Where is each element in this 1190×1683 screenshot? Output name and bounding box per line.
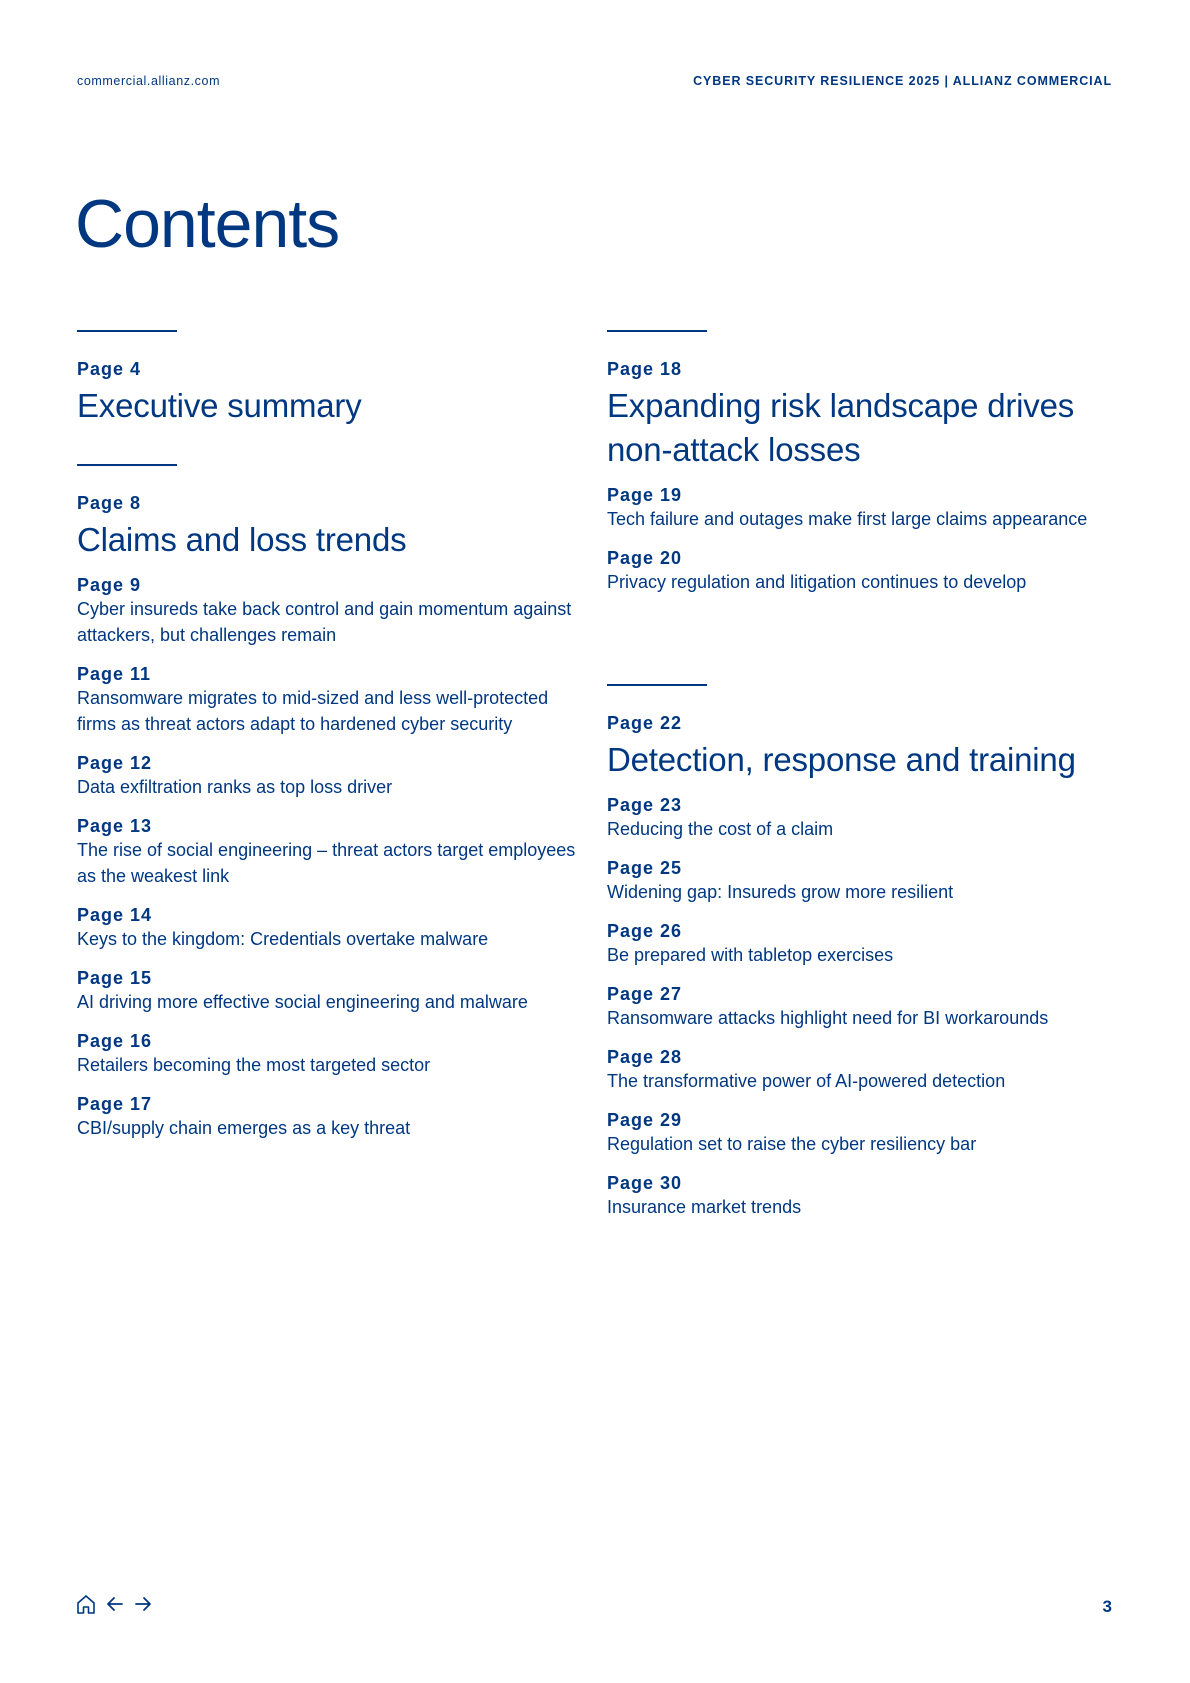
header-url[interactable]: commercial.allianz.com <box>77 74 221 88</box>
entry-page-label: Page 15 <box>77 968 153 988</box>
entry-text: Ransomware attacks highlight need for BI workarounds <box>607 1008 1049 1028</box>
entry-text: Cyber insureds take back control and gain momentum against attackers, but challenges remain <box>77 599 572 645</box>
entry-text: Reducing the cost of a claim <box>607 819 834 839</box>
entry-text: Data exfiltration ranks as top loss driver <box>77 777 393 797</box>
entry-page-label: Page 26 <box>607 921 683 941</box>
toc-entry[interactable] <box>607 857 1127 905</box>
entry-text: The transformative power of AI-powered detection <box>607 1071 1006 1091</box>
entry-text: Tech failure and outages make first large claims appearance <box>607 509 1088 529</box>
entry-text: The rise of social engineering – threat actors target employees as the weakest link <box>77 840 576 886</box>
home-icon[interactable] <box>75 1593 97 1615</box>
section-title: Executive summary <box>77 387 362 424</box>
toc-entry[interactable] <box>77 574 577 648</box>
toc-section-claims-and-loss-trends[interactable] <box>77 464 577 1156</box>
entry-text: Regulation set to raise the cyber resiliency bar <box>607 1134 977 1154</box>
toc-entry[interactable] <box>607 1172 1127 1220</box>
entry-page-label: Page 25 <box>607 858 683 878</box>
entry-page-label: Page 9 <box>77 575 142 595</box>
section-rule <box>607 684 707 686</box>
entry-page-label: Page 16 <box>77 1031 153 1051</box>
entry-text: CBI/supply chain emerges as a key threat <box>77 1118 411 1138</box>
toc-entry[interactable] <box>607 484 1127 532</box>
page-title: Contents <box>75 186 340 262</box>
toc-entry[interactable] <box>607 794 1127 842</box>
toc-entry[interactable] <box>77 752 577 800</box>
section-rule <box>607 330 707 332</box>
toc-entry[interactable] <box>77 1093 577 1141</box>
entry-page-label: Page 23 <box>607 795 683 815</box>
entry-page-label: Page 20 <box>607 548 683 568</box>
entry-page-label: Page 28 <box>607 1047 683 1067</box>
section-rule <box>77 464 177 466</box>
toc-entry[interactable] <box>607 547 1127 595</box>
section-title: Expanding risk landscape drives non-attack losses <box>607 387 1075 468</box>
toc-entry[interactable] <box>607 1109 1127 1157</box>
entry-text: Be prepared with tabletop exercises <box>607 945 894 965</box>
entry-page-label: Page 27 <box>607 984 683 1004</box>
toc-entry[interactable] <box>77 815 577 889</box>
entry-page-label: Page 30 <box>607 1173 683 1193</box>
toc-section-executive-summary[interactable] <box>77 330 577 440</box>
section-rule <box>77 330 177 332</box>
footer-navigation <box>75 1593 153 1615</box>
entry-page-label: Page 29 <box>607 1110 683 1130</box>
entry-page-label: Page 13 <box>77 816 153 836</box>
toc-entry[interactable] <box>77 663 577 737</box>
entry-page-label: Page 11 <box>77 664 152 684</box>
entry-text: Privacy regulation and litigation continues to develop <box>607 572 1027 592</box>
entry-page-label: Page 19 <box>607 485 683 505</box>
section-page-label: Page 18 <box>607 359 683 379</box>
toc-entry[interactable] <box>607 1046 1127 1094</box>
section-page-label: Page 8 <box>77 493 142 513</box>
toc-entry[interactable] <box>607 983 1127 1031</box>
header-title: CYBER SECURITY RESILIENCE 2025 | ALLIANZ COMMERCIAL <box>693 74 1112 88</box>
entry-text: Insurance market trends <box>607 1197 802 1217</box>
entry-text: Retailers becoming the most targeted sector <box>77 1055 431 1075</box>
arrow-right-icon[interactable] <box>133 1594 153 1614</box>
arrow-left-icon[interactable] <box>105 1594 125 1614</box>
toc-section-detection-response-training[interactable] <box>607 684 1127 1235</box>
section-page-label: Page 4 <box>77 359 142 379</box>
section-title: Detection, response and training <box>607 741 1076 778</box>
toc-entry[interactable] <box>77 904 577 952</box>
section-page-label: Page 22 <box>607 713 683 733</box>
toc-entry[interactable] <box>77 1030 577 1078</box>
entry-page-label: Page 14 <box>77 905 153 925</box>
toc-entry[interactable] <box>77 967 577 1015</box>
toc-section-expanding-risk-landscape[interactable] <box>607 330 1127 610</box>
entry-page-label: Page 17 <box>77 1094 153 1114</box>
page-number: 3 <box>1102 1597 1112 1616</box>
entry-text: Widening gap: Insureds grow more resilient <box>607 882 954 902</box>
entry-text: AI driving more effective social engineering and malware <box>77 992 528 1012</box>
toc-entry[interactable] <box>607 920 1127 968</box>
section-title: Claims and loss trends <box>77 521 407 558</box>
entry-text: Ransomware migrates to mid-sized and less well-protected firms as threat actors adapt to hardened cyber security <box>77 688 549 734</box>
entry-text: Keys to the kingdom: Credentials overtake malware <box>77 929 489 949</box>
entry-page-label: Page 12 <box>77 753 153 773</box>
